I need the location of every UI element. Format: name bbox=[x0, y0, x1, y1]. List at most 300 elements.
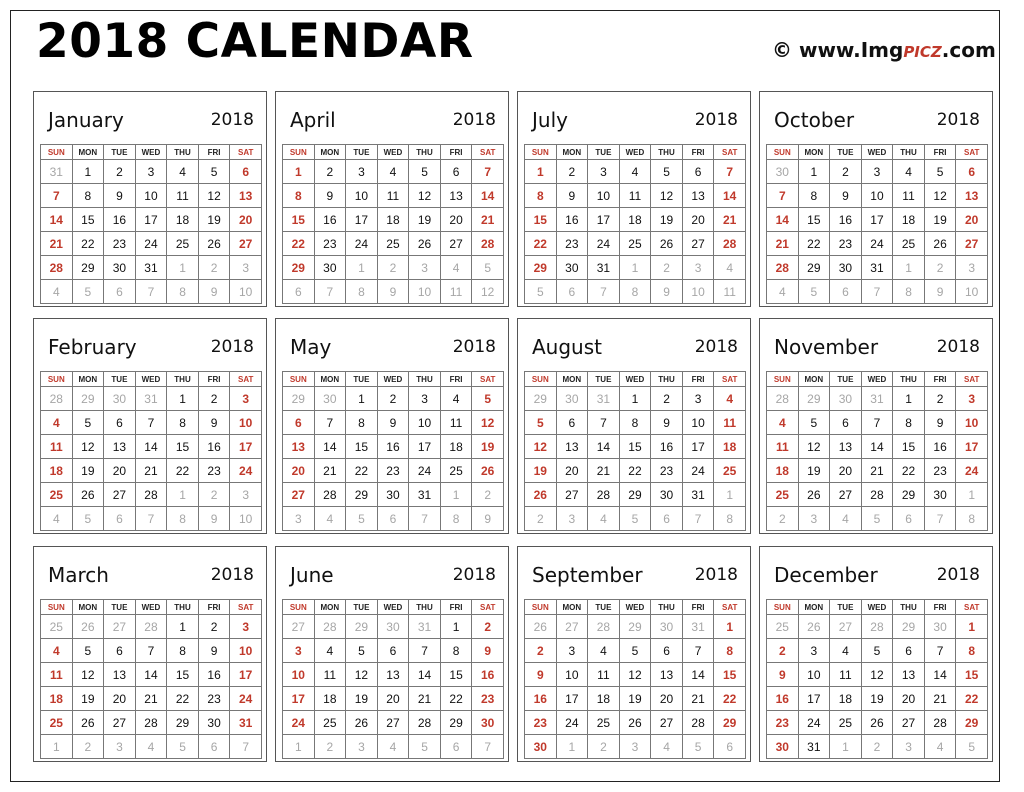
weekday-fri: FRI bbox=[440, 145, 472, 160]
day-cell: 17 bbox=[682, 435, 714, 459]
day-cell: 26 bbox=[72, 711, 104, 735]
day-cell-adjacent-month: 8 bbox=[167, 280, 199, 304]
day-cell: 30 bbox=[525, 735, 557, 759]
weekday-sat: SAT bbox=[956, 145, 988, 160]
week-row bbox=[525, 483, 746, 507]
day-cell: 9 bbox=[651, 411, 683, 435]
month-name: August bbox=[532, 335, 602, 359]
day-cell: 11 bbox=[588, 663, 620, 687]
day-cell: 7 bbox=[861, 411, 893, 435]
day-cell-adjacent-month: 7 bbox=[924, 507, 956, 531]
month-name: October bbox=[774, 108, 855, 132]
day-cell: 12 bbox=[472, 411, 504, 435]
day-cell: 17 bbox=[861, 208, 893, 232]
day-cell: 17 bbox=[588, 208, 620, 232]
day-cell: 19 bbox=[651, 208, 683, 232]
day-cell: 19 bbox=[924, 208, 956, 232]
day-cell: 27 bbox=[956, 232, 988, 256]
day-cell: 23 bbox=[525, 711, 557, 735]
month-year: 2018 bbox=[694, 565, 738, 585]
weekday-wed: WED bbox=[861, 372, 893, 387]
weekday-sat: SAT bbox=[472, 145, 504, 160]
day-cell-adjacent-month: 2 bbox=[198, 256, 230, 280]
day-cell-adjacent-month: 10 bbox=[230, 507, 262, 531]
weekday-fri: FRI bbox=[924, 372, 956, 387]
day-cell-adjacent-month: 6 bbox=[830, 280, 862, 304]
day-cell-adjacent-month: 27 bbox=[556, 615, 588, 639]
day-cell-adjacent-month: 4 bbox=[588, 507, 620, 531]
weekday-sun: SUN bbox=[767, 145, 799, 160]
day-cell: 29 bbox=[619, 483, 651, 507]
week-row bbox=[283, 507, 504, 531]
day-cell-adjacent-month: 6 bbox=[104, 280, 136, 304]
day-cell: 28 bbox=[714, 232, 746, 256]
weekday-wed: WED bbox=[861, 145, 893, 160]
day-cell-adjacent-month: 31 bbox=[135, 387, 167, 411]
week-row bbox=[283, 483, 504, 507]
day-cell-adjacent-month: 7 bbox=[230, 735, 262, 759]
day-cell-adjacent-month: 4 bbox=[440, 256, 472, 280]
day-cell: 27 bbox=[440, 232, 472, 256]
month-header bbox=[760, 106, 992, 136]
day-cell: 24 bbox=[230, 687, 262, 711]
day-cell: 19 bbox=[619, 687, 651, 711]
week-row bbox=[41, 507, 262, 531]
day-cell: 17 bbox=[556, 687, 588, 711]
day-cell: 8 bbox=[346, 411, 378, 435]
day-cell: 4 bbox=[893, 160, 925, 184]
day-cell: 29 bbox=[167, 711, 199, 735]
day-cell: 8 bbox=[167, 639, 199, 663]
day-cell: 16 bbox=[377, 435, 409, 459]
day-cell: 18 bbox=[619, 208, 651, 232]
month-year: 2018 bbox=[694, 337, 738, 357]
day-cell: 31 bbox=[798, 735, 830, 759]
month-year: 2018 bbox=[210, 110, 254, 130]
day-cell: 5 bbox=[472, 387, 504, 411]
day-cell-adjacent-month: 4 bbox=[714, 256, 746, 280]
day-cell: 14 bbox=[588, 435, 620, 459]
day-cell-adjacent-month: 12 bbox=[472, 280, 504, 304]
weekday-fri: FRI bbox=[440, 372, 472, 387]
day-cell: 16 bbox=[198, 663, 230, 687]
day-cell: 21 bbox=[924, 687, 956, 711]
day-cell-adjacent-month: 1 bbox=[167, 256, 199, 280]
day-cell: 6 bbox=[651, 639, 683, 663]
day-cell-adjacent-month: 5 bbox=[619, 507, 651, 531]
weekday-mon: MON bbox=[556, 600, 588, 615]
day-cell-adjacent-month: 1 bbox=[893, 256, 925, 280]
day-cell: 13 bbox=[682, 184, 714, 208]
day-cell-adjacent-month: 3 bbox=[619, 735, 651, 759]
day-cell-adjacent-month: 29 bbox=[72, 387, 104, 411]
day-cell-adjacent-month: 27 bbox=[283, 615, 315, 639]
watermark-suffix: .com bbox=[941, 38, 996, 62]
weekday-sat: SAT bbox=[956, 600, 988, 615]
day-cell-adjacent-month: 7 bbox=[135, 280, 167, 304]
day-cell-adjacent-month: 9 bbox=[198, 280, 230, 304]
week-row bbox=[41, 435, 262, 459]
weekday-mon: MON bbox=[556, 145, 588, 160]
day-cell: 18 bbox=[440, 435, 472, 459]
day-cell-adjacent-month: 9 bbox=[651, 280, 683, 304]
day-cell-adjacent-month: 1 bbox=[556, 735, 588, 759]
weekday-thu: THU bbox=[651, 600, 683, 615]
day-cell: 18 bbox=[893, 208, 925, 232]
day-cell: 12 bbox=[72, 435, 104, 459]
day-cell-adjacent-month: 6 bbox=[556, 280, 588, 304]
day-cell: 24 bbox=[588, 232, 620, 256]
week-row bbox=[283, 411, 504, 435]
weekday-sun: SUN bbox=[41, 600, 73, 615]
day-cell: 1 bbox=[956, 615, 988, 639]
week-row bbox=[283, 687, 504, 711]
day-cell: 10 bbox=[283, 663, 315, 687]
day-cell: 22 bbox=[346, 459, 378, 483]
day-cell: 23 bbox=[198, 687, 230, 711]
day-cell: 21 bbox=[409, 687, 441, 711]
day-cell-adjacent-month: 30 bbox=[104, 387, 136, 411]
day-cell-adjacent-month: 2 bbox=[767, 507, 799, 531]
month-january bbox=[33, 91, 267, 307]
day-cell: 27 bbox=[830, 483, 862, 507]
day-grid bbox=[40, 599, 262, 759]
day-cell-adjacent-month: 7 bbox=[472, 735, 504, 759]
weekday-tue: TUE bbox=[830, 145, 862, 160]
week-row bbox=[283, 387, 504, 411]
day-cell: 6 bbox=[283, 411, 315, 435]
weekday-thu: THU bbox=[167, 372, 199, 387]
day-cell: 17 bbox=[135, 208, 167, 232]
day-cell-adjacent-month: 2 bbox=[472, 483, 504, 507]
day-cell: 21 bbox=[682, 687, 714, 711]
day-cell: 2 bbox=[924, 387, 956, 411]
weekday-tue: TUE bbox=[346, 600, 378, 615]
weekday-thu: THU bbox=[893, 600, 925, 615]
day-cell: 4 bbox=[377, 160, 409, 184]
weekday-sun: SUN bbox=[525, 145, 557, 160]
day-cell: 28 bbox=[135, 483, 167, 507]
day-cell: 22 bbox=[72, 232, 104, 256]
week-row bbox=[767, 711, 988, 735]
day-cell: 8 bbox=[525, 184, 557, 208]
day-cell-adjacent-month: 6 bbox=[893, 507, 925, 531]
day-cell-adjacent-month: 31 bbox=[41, 160, 73, 184]
day-cell: 15 bbox=[167, 435, 199, 459]
day-cell-adjacent-month: 30 bbox=[651, 615, 683, 639]
day-cell: 2 bbox=[556, 160, 588, 184]
day-cell: 6 bbox=[556, 411, 588, 435]
day-cell: 20 bbox=[440, 208, 472, 232]
day-cell: 13 bbox=[377, 663, 409, 687]
day-cell-adjacent-month: 1 bbox=[830, 735, 862, 759]
day-cell: 22 bbox=[440, 687, 472, 711]
week-row bbox=[525, 184, 746, 208]
week-row bbox=[283, 663, 504, 687]
weekday-sun: SUN bbox=[767, 600, 799, 615]
month-name: December bbox=[774, 563, 878, 587]
day-cell: 15 bbox=[714, 663, 746, 687]
day-cell: 20 bbox=[651, 687, 683, 711]
day-cell: 27 bbox=[230, 232, 262, 256]
day-grid bbox=[40, 144, 262, 304]
day-grid bbox=[524, 144, 746, 304]
day-cell: 2 bbox=[767, 639, 799, 663]
day-cell: 23 bbox=[472, 687, 504, 711]
day-cell: 11 bbox=[377, 184, 409, 208]
day-cell: 22 bbox=[893, 459, 925, 483]
day-cell: 19 bbox=[346, 687, 378, 711]
day-cell: 4 bbox=[767, 411, 799, 435]
day-cell: 1 bbox=[167, 615, 199, 639]
day-cell: 10 bbox=[798, 663, 830, 687]
day-cell: 20 bbox=[104, 459, 136, 483]
weekday-tue: TUE bbox=[588, 372, 620, 387]
weekday-wed: WED bbox=[619, 145, 651, 160]
weekday-header-row bbox=[767, 372, 988, 387]
day-cell-adjacent-month: 27 bbox=[830, 615, 862, 639]
day-cell: 12 bbox=[798, 435, 830, 459]
weekday-thu: THU bbox=[409, 600, 441, 615]
day-cell: 28 bbox=[588, 483, 620, 507]
day-cell-adjacent-month: 5 bbox=[525, 280, 557, 304]
day-cell: 10 bbox=[346, 184, 378, 208]
day-cell-adjacent-month: 30 bbox=[767, 160, 799, 184]
day-cell-adjacent-month: 9 bbox=[377, 280, 409, 304]
day-cell: 26 bbox=[72, 483, 104, 507]
day-cell: 17 bbox=[230, 435, 262, 459]
day-cell: 30 bbox=[377, 483, 409, 507]
day-cell: 1 bbox=[167, 387, 199, 411]
week-row bbox=[283, 615, 504, 639]
day-cell-adjacent-month: 4 bbox=[924, 735, 956, 759]
day-cell: 22 bbox=[525, 232, 557, 256]
weekday-fri: FRI bbox=[198, 145, 230, 160]
week-row bbox=[767, 160, 988, 184]
month-october bbox=[759, 91, 993, 307]
week-row bbox=[525, 507, 746, 531]
day-cell: 31 bbox=[588, 256, 620, 280]
day-cell: 26 bbox=[924, 232, 956, 256]
weekday-sat: SAT bbox=[230, 145, 262, 160]
day-cell: 13 bbox=[230, 184, 262, 208]
day-cell-adjacent-month: 7 bbox=[588, 280, 620, 304]
day-cell: 1 bbox=[798, 160, 830, 184]
day-cell-adjacent-month: 26 bbox=[798, 615, 830, 639]
day-cell: 6 bbox=[377, 639, 409, 663]
day-cell: 20 bbox=[104, 687, 136, 711]
day-cell: 17 bbox=[798, 687, 830, 711]
day-cell: 6 bbox=[893, 639, 925, 663]
day-cell: 3 bbox=[283, 639, 315, 663]
day-cell: 3 bbox=[409, 387, 441, 411]
month-header bbox=[34, 561, 266, 591]
weekday-mon: MON bbox=[314, 600, 346, 615]
day-cell: 24 bbox=[682, 459, 714, 483]
day-cell-adjacent-month: 6 bbox=[283, 280, 315, 304]
day-cell-adjacent-month: 5 bbox=[167, 735, 199, 759]
day-cell-adjacent-month: 3 bbox=[409, 256, 441, 280]
day-cell-adjacent-month: 8 bbox=[619, 280, 651, 304]
day-cell: 31 bbox=[230, 711, 262, 735]
day-cell: 7 bbox=[588, 411, 620, 435]
day-cell: 25 bbox=[41, 711, 73, 735]
day-cell: 18 bbox=[314, 687, 346, 711]
day-cell: 11 bbox=[830, 663, 862, 687]
day-cell: 10 bbox=[409, 411, 441, 435]
month-header bbox=[760, 561, 992, 591]
weekday-sat: SAT bbox=[472, 372, 504, 387]
month-name: July bbox=[532, 108, 568, 132]
day-cell-adjacent-month: 3 bbox=[230, 256, 262, 280]
day-cell: 15 bbox=[440, 663, 472, 687]
week-row bbox=[41, 208, 262, 232]
weekday-header-row bbox=[525, 372, 746, 387]
day-cell: 26 bbox=[409, 232, 441, 256]
day-cell: 29 bbox=[798, 256, 830, 280]
day-cell: 30 bbox=[767, 735, 799, 759]
day-cell-adjacent-month: 28 bbox=[135, 615, 167, 639]
day-cell: 5 bbox=[798, 411, 830, 435]
day-cell-adjacent-month: 26 bbox=[72, 615, 104, 639]
day-cell: 26 bbox=[346, 711, 378, 735]
month-header bbox=[276, 333, 508, 363]
day-cell: 19 bbox=[525, 459, 557, 483]
day-cell-adjacent-month: 2 bbox=[377, 256, 409, 280]
weekday-header-row bbox=[767, 145, 988, 160]
day-cell: 11 bbox=[314, 663, 346, 687]
day-cell-adjacent-month: 11 bbox=[714, 280, 746, 304]
week-row bbox=[767, 507, 988, 531]
day-cell: 3 bbox=[230, 387, 262, 411]
day-cell: 5 bbox=[409, 160, 441, 184]
day-cell: 22 bbox=[167, 459, 199, 483]
day-cell-adjacent-month: 6 bbox=[714, 735, 746, 759]
day-cell: 21 bbox=[472, 208, 504, 232]
day-cell: 30 bbox=[830, 256, 862, 280]
day-cell: 15 bbox=[283, 208, 315, 232]
day-cell: 5 bbox=[924, 160, 956, 184]
day-cell-adjacent-month: 3 bbox=[346, 735, 378, 759]
day-cell: 27 bbox=[283, 483, 315, 507]
day-grid bbox=[766, 144, 988, 304]
month-year: 2018 bbox=[936, 110, 980, 130]
weekday-wed: WED bbox=[861, 600, 893, 615]
month-september bbox=[517, 546, 751, 762]
day-cell-adjacent-month: 29 bbox=[283, 387, 315, 411]
day-cell: 16 bbox=[924, 435, 956, 459]
day-cell: 29 bbox=[346, 483, 378, 507]
day-cell: 1 bbox=[283, 160, 315, 184]
weekday-fri: FRI bbox=[924, 145, 956, 160]
weekday-fri: FRI bbox=[682, 372, 714, 387]
day-cell: 1 bbox=[72, 160, 104, 184]
week-row bbox=[41, 663, 262, 687]
day-cell: 12 bbox=[72, 663, 104, 687]
day-cell: 29 bbox=[714, 711, 746, 735]
day-cell: 7 bbox=[682, 639, 714, 663]
day-cell: 4 bbox=[41, 411, 73, 435]
day-cell-adjacent-month: 3 bbox=[893, 735, 925, 759]
day-cell: 13 bbox=[104, 663, 136, 687]
day-cell: 7 bbox=[314, 411, 346, 435]
month-header bbox=[276, 561, 508, 591]
weekday-sun: SUN bbox=[41, 372, 73, 387]
day-cell-adjacent-month: 29 bbox=[619, 615, 651, 639]
weekday-sat: SAT bbox=[714, 145, 746, 160]
week-row bbox=[41, 711, 262, 735]
day-cell-adjacent-month: 30 bbox=[924, 615, 956, 639]
day-cell: 23 bbox=[767, 711, 799, 735]
day-cell: 6 bbox=[830, 411, 862, 435]
week-row bbox=[283, 459, 504, 483]
weekday-thu: THU bbox=[651, 372, 683, 387]
weekday-tue: TUE bbox=[104, 372, 136, 387]
day-cell: 2 bbox=[314, 160, 346, 184]
day-grid bbox=[524, 371, 746, 531]
day-cell: 2 bbox=[651, 387, 683, 411]
weekday-sun: SUN bbox=[525, 372, 557, 387]
day-cell: 11 bbox=[41, 435, 73, 459]
month-december bbox=[759, 546, 993, 762]
day-cell-adjacent-month: 1 bbox=[956, 483, 988, 507]
weekday-fri: FRI bbox=[198, 372, 230, 387]
week-row bbox=[525, 160, 746, 184]
day-cell: 4 bbox=[714, 387, 746, 411]
week-row bbox=[41, 184, 262, 208]
weekday-mon: MON bbox=[798, 372, 830, 387]
day-cell-adjacent-month: 6 bbox=[377, 507, 409, 531]
day-cell: 25 bbox=[767, 483, 799, 507]
day-cell: 13 bbox=[556, 435, 588, 459]
day-cell: 25 bbox=[588, 711, 620, 735]
day-cell: 14 bbox=[682, 663, 714, 687]
day-cell: 16 bbox=[830, 208, 862, 232]
week-row bbox=[525, 735, 746, 759]
day-cell-adjacent-month: 2 bbox=[72, 735, 104, 759]
day-cell: 3 bbox=[346, 160, 378, 184]
day-cell: 30 bbox=[104, 256, 136, 280]
day-cell: 10 bbox=[230, 411, 262, 435]
day-cell: 21 bbox=[135, 687, 167, 711]
week-row bbox=[41, 387, 262, 411]
weekday-mon: MON bbox=[798, 145, 830, 160]
month-name: November bbox=[774, 335, 879, 359]
month-june bbox=[275, 546, 509, 762]
day-cell: 18 bbox=[41, 687, 73, 711]
day-cell-adjacent-month: 27 bbox=[104, 615, 136, 639]
day-cell: 1 bbox=[440, 615, 472, 639]
watermark-accent: PICZ bbox=[903, 43, 942, 61]
day-cell: 23 bbox=[830, 232, 862, 256]
day-cell: 3 bbox=[135, 160, 167, 184]
day-cell: 18 bbox=[714, 435, 746, 459]
day-cell-adjacent-month: 4 bbox=[135, 735, 167, 759]
day-cell: 15 bbox=[619, 435, 651, 459]
month-year: 2018 bbox=[452, 565, 496, 585]
day-cell: 18 bbox=[41, 459, 73, 483]
day-cell: 12 bbox=[861, 663, 893, 687]
day-cell-adjacent-month: 11 bbox=[440, 280, 472, 304]
day-cell-adjacent-month: 7 bbox=[314, 280, 346, 304]
weekday-wed: WED bbox=[377, 145, 409, 160]
weekday-sun: SUN bbox=[525, 600, 557, 615]
day-cell-adjacent-month: 3 bbox=[230, 483, 262, 507]
day-cell-adjacent-month: 8 bbox=[346, 280, 378, 304]
day-cell-adjacent-month: 8 bbox=[440, 507, 472, 531]
day-cell: 7 bbox=[41, 184, 73, 208]
day-cell-adjacent-month: 10 bbox=[682, 280, 714, 304]
